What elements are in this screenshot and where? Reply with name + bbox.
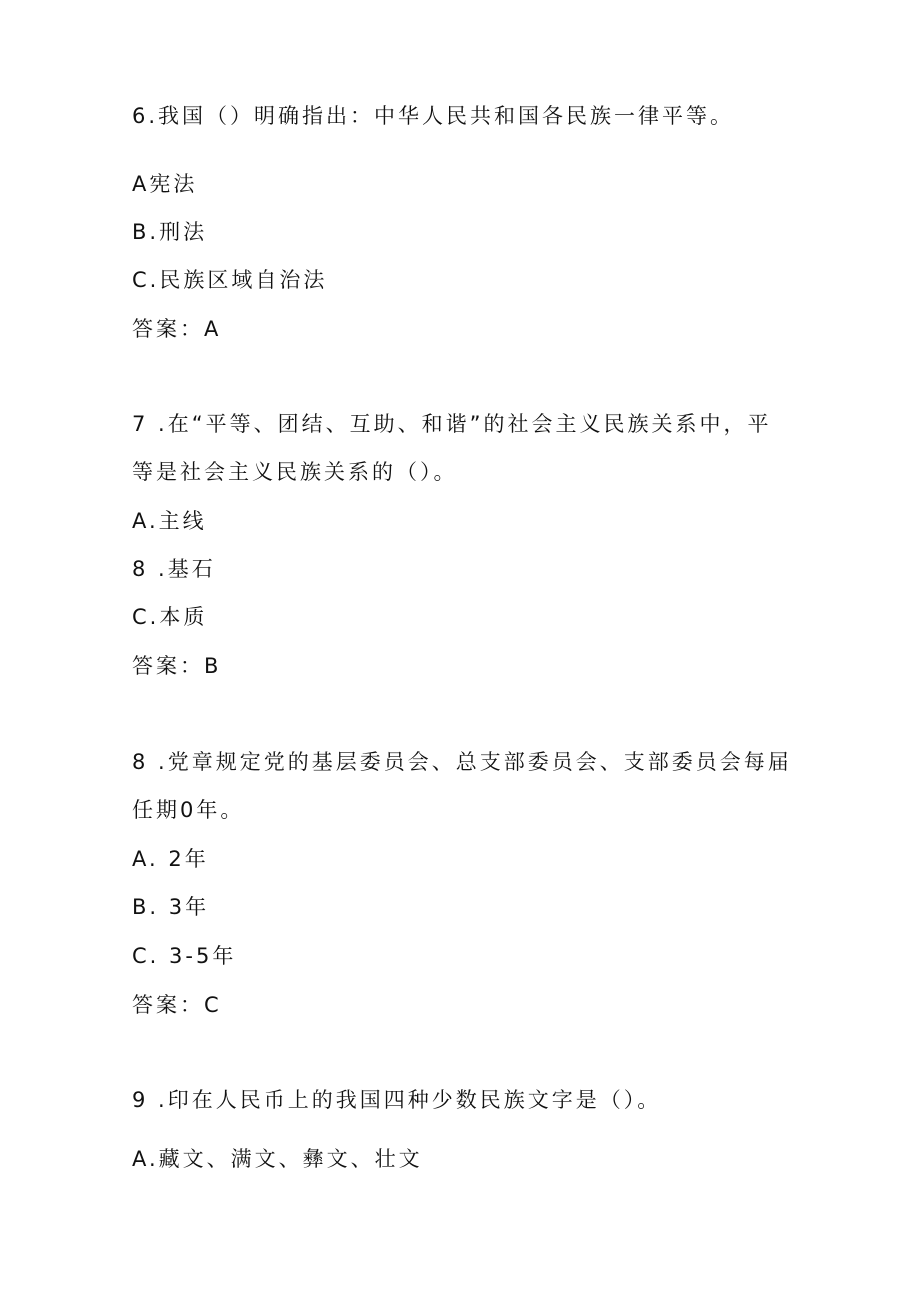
question-7-answer: 答案：B: [132, 654, 222, 678]
question-8-option-b: B. 3年: [132, 895, 210, 919]
question-6-option-a: A宪法: [132, 172, 198, 196]
question-8-option-a: A. 2年: [132, 847, 209, 871]
question-9-stem-line-1: 9 .印在人民币上的我国四种少数民族文字是（）。: [132, 1088, 662, 1112]
question-7-stem-line-1: 7 .在“平等、团结、互助、和谐”的社会主义民族关系中，平: [132, 412, 772, 436]
question-7-option-c: C.本质: [132, 605, 208, 629]
question-6-answer: 答案：A: [132, 317, 222, 341]
question-6-option-b: B.刑法: [132, 220, 208, 244]
question-8-option-c: C. 3-5年: [132, 944, 237, 968]
question-7-option-a: A.主线: [132, 509, 207, 533]
question-8-stem-line-2: 任期0年。: [132, 798, 245, 822]
question-6-stem-line-1: 6.我国（）明确指出：中华人民共和国各民族一律平等。: [132, 104, 735, 128]
question-8-stem-line-1: 8 .党章规定党的基层委员会、总支部委员会、支部委员会每届: [132, 750, 792, 774]
question-7-stem-line-2: 等是社会主义民族关系的（）。: [132, 460, 458, 484]
question-8-answer: 答案：C: [132, 993, 222, 1017]
question-6-option-c: C.民族区域自治法: [132, 268, 328, 292]
question-9-option-a: A.藏文、满文、彝文、壮文: [132, 1147, 423, 1171]
question-7-option-b: 8 .基石: [132, 557, 216, 581]
